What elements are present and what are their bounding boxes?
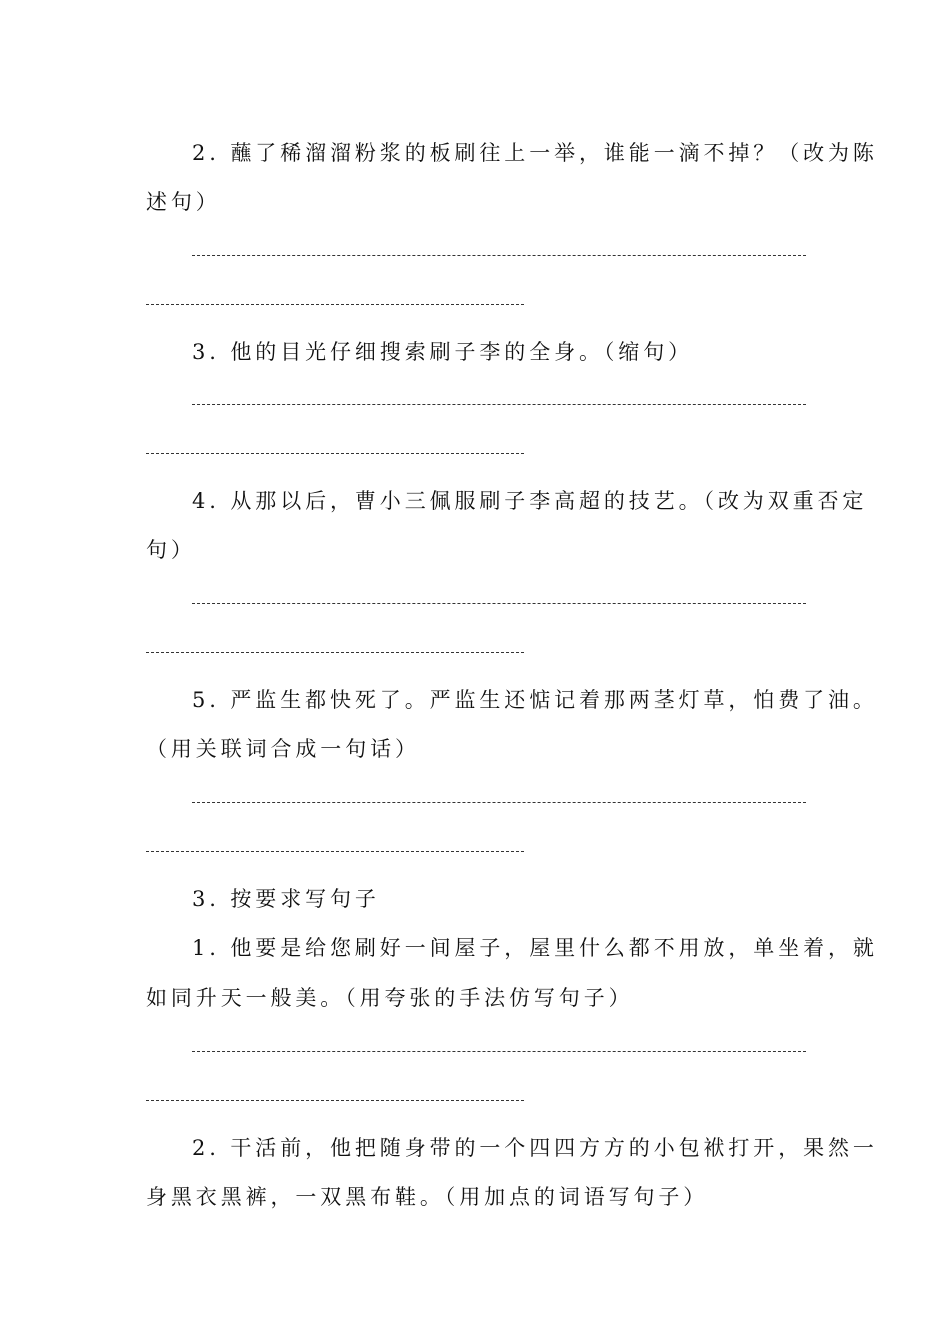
- answer-blank-line[interactable]: [146, 304, 524, 305]
- answer-blank-line[interactable]: [192, 255, 806, 256]
- item-1-line-2: 如同升天一般美。（用夸张的手法仿写句子）: [146, 986, 634, 1010]
- answer-blank-line[interactable]: [192, 802, 806, 803]
- answer-blank-line[interactable]: [146, 1100, 524, 1101]
- item-1-line-1: 1. 他要是给您刷好一间屋子，屋里什么都不用放，单坐着，就: [192, 936, 878, 960]
- answer-blank-line[interactable]: [192, 404, 806, 405]
- answer-blank-line[interactable]: [146, 453, 524, 454]
- question-5-line-2: （用关联词合成一句话）: [146, 737, 420, 761]
- question-2-line-1: 2. 蘸了稀溜溜粉浆的板刷往上一举，谁能一滴不掉？（改为陈: [192, 141, 878, 165]
- item-2-line-2: 身黑衣黑裤，一双黑布鞋。（用加点的词语写句子）: [146, 1185, 709, 1209]
- answer-blank-line[interactable]: [192, 1051, 806, 1052]
- item-2-line-1: 2. 干活前，他把随身带的一个四四方方的小包袱打开，果然一: [192, 1136, 878, 1160]
- question-4-line-1: 4. 从那以后，曹小三佩服刷子李高超的技艺。（改为双重否定: [192, 489, 868, 513]
- answer-blank-line[interactable]: [146, 851, 524, 852]
- question-5-line-1: 5. 严监生都快死了。严监生还惦记着那两茎灯草，怕费了油。: [192, 688, 878, 712]
- question-3-line-1: 3. 他的目光仔细搜索刷子李的全身。（缩句）: [192, 340, 694, 364]
- question-4-line-2: 句）: [146, 538, 196, 562]
- answer-blank-line[interactable]: [192, 603, 806, 604]
- answer-blank-line[interactable]: [146, 652, 524, 653]
- section-heading: 3. 按要求写句子: [192, 887, 380, 911]
- question-2-line-2: 述句）: [146, 190, 221, 214]
